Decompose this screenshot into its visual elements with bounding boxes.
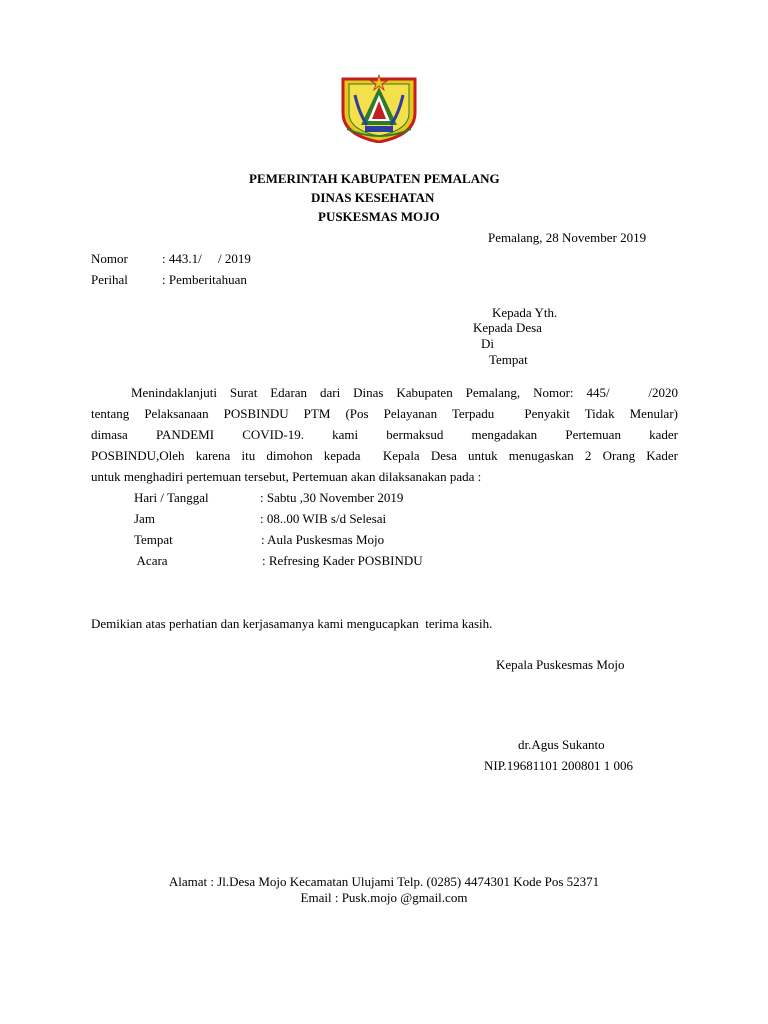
body-line: dimasa PANDEMI COVID-19. kami bermaksud mengadakan Pertemuan kader [91, 427, 678, 442]
perihal-label: Perihal [91, 272, 128, 287]
footer-address: Alamat : Jl.Desa Mojo Kecamatan Ulujami Telp. (0285) 4474301 Kode Pos 52371 [168, 874, 600, 889]
body-paragraph [91, 382, 678, 487]
letter-date: Pemalang, 28 November 2019 [488, 230, 647, 245]
detail-value-time: : 08..00 WIB s/d Selesai [260, 511, 387, 526]
detail-value-date: : Sabtu ,30 November 2019 [260, 490, 404, 505]
detail-label-event: Acara [134, 553, 168, 568]
recipient-name: Kepada Desa [473, 320, 542, 335]
detail-label-place: Tempat [134, 532, 173, 547]
nomor-label: Nomor [91, 251, 128, 266]
signature-title: Kepala Puskesmas Mojo [496, 657, 625, 672]
footer-email: Email : Pusk.mojo @gmail.com [300, 890, 468, 905]
recipient-di: Di [481, 336, 494, 351]
nomor-value: : 443.1/ / 2019 [162, 251, 251, 266]
letterhead-department: DINAS KESEHATAN [311, 190, 435, 205]
body-line: untuk menghadiri pertemuan tersebut, Pertemuan akan dilaksanakan pada : [91, 469, 482, 484]
pemalang-coat-of-arms-logo [341, 73, 417, 143]
letterhead-puskesmas: PUSKESMAS MOJO [318, 209, 440, 224]
detail-value-event: : Refresing Kader POSBINDU [262, 553, 423, 568]
signature-nip: NIP.19681101 200801 1 006 [484, 758, 634, 773]
recipient-salutation: Kepada Yth. [492, 305, 558, 320]
recipient-place: Tempat [489, 352, 528, 367]
letterhead-government: PEMERINTAH KABUPATEN PEMALANG [249, 171, 500, 186]
detail-label-time: Jam [134, 511, 155, 526]
signature-name: dr.Agus Sukanto [518, 737, 605, 752]
detail-label-date: Hari / Tanggal [134, 490, 209, 505]
body-line: Menindaklanjuti Surat Edaran dari Dinas Kabupaten Pemalang, Nomor: 445/ /2020 [131, 385, 678, 400]
closing-sentence: Demikian atas perhatian dan kerjasamanya kami mengucapkan terima kasih. [91, 616, 493, 631]
perihal-value: : Pemberitahuan [162, 272, 247, 287]
body-line: POSBINDU,Oleh karena itu dimohon kepada Kepala Desa untuk menugaskan 2 Orang Kader [91, 448, 678, 463]
detail-value-place: : Aula Puskesmas Mojo [261, 532, 385, 547]
body-line: tentang Pelaksanaan POSBINDU PTM (Pos Pelayanan Terpadu Penyakit Tidak Menular) [91, 406, 678, 421]
